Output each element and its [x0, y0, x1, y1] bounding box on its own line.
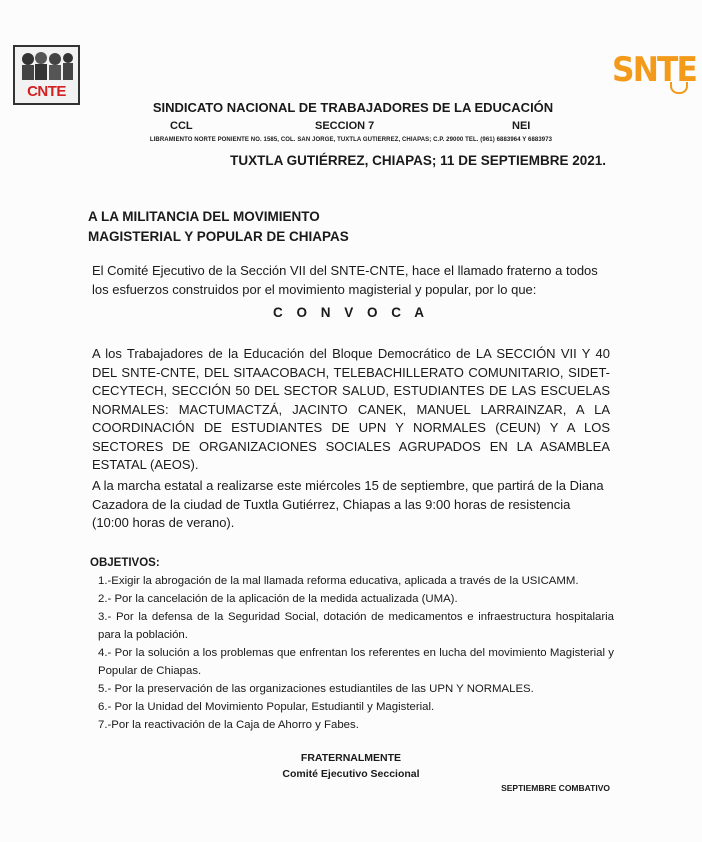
header-nei: NEI: [512, 120, 531, 132]
header-address: LIBRAMIENTO NORTE PONIENTE NO. 1585, COL. SAN JORGE, TUXTLA GUTIERREZ, CHIAPAS; C.P. 29000 TEL. (961) 6883964 Y 6883973: [149, 137, 553, 143]
union-title: SINDICATO NACIONAL DE TRABAJADORES DE LA EDUCACIÓN: [152, 100, 554, 115]
closing-fraternalmente: FRATERNALMENTE: [300, 752, 402, 764]
cnte-figures-icon: [19, 50, 75, 82]
objective-item: 6.- Por la Unidad del Movimiento Popular, Estudiantil y Magisterial.: [98, 701, 435, 713]
objective-item: 4.- Por la solución a los problemas que enfrentan los referentes en lucha del movimiento Magisterial y Popular de Chiapas.: [98, 647, 614, 677]
objective-item: 3.- Por la defensa de la Seguridad Social, dotación de medicamentos e infraestructura hospitalaria para la población.: [98, 611, 614, 641]
addressee-line-2: MAGISTERIAL Y POPULAR DE CHIAPAS: [88, 229, 349, 244]
snte-logo-text: SNTE: [612, 50, 697, 90]
snte-logo-mark: [670, 82, 688, 94]
addressee: [88, 207, 349, 247]
objective-item: 2.- Por la cancelación de la aplicación de la medida actualizada (UMA).: [98, 593, 458, 605]
closing-committee: Comité Ejecutivo Seccional: [282, 768, 420, 780]
convoca-heading: C O N V O C A: [272, 305, 429, 320]
objective-item: 7.-Por la reactivación de la Caja de Ahorro y Fabes.: [98, 719, 359, 731]
addressee-line-1: A LA MILITANCIA DEL MOVIMIENTO: [88, 209, 320, 224]
date-line: TUXTLA GUTIÉRREZ, CHIAPAS; 11 DE SEPTIEMBRE 2021.: [230, 153, 606, 168]
cnte-logo-text: CNTE: [27, 83, 66, 100]
objective-item: 1.-Exigir la abrogación de la mal llamada reforma educativa, aplicada a través de la USICAMM.: [98, 575, 579, 587]
objectives-list: [98, 572, 614, 734]
header-seccion: SECCION 7: [315, 120, 375, 132]
intro-paragraph: El Comité Ejecutivo de la Sección VII del SNTE-CNTE, hace el llamado fraterno a todos los esfuerzos construidos por el movimiento magisterial y popular, por lo que:: [92, 263, 598, 297]
paragraph-invitees: A los Trabajadores de la Educación del Bloque Democrático de LA SECCIÓN VII Y 40 DEL SNTE-CNTE, DEL SITAACOBACH, TELEBACHILLERATO COMUNITARIO, SIDET-CECYTECH, SECCIÓN 50 DEL SECTOR SALUD, ESTUDIANTES DE LAS ESCUELAS NORMALES: MACTUMACTZÁ, JACINTO CANEK, MANUEL LARRAINZAR, A LA COORDINACIÓN DE ESTUDIANTES DE UPN Y NORMALES (CEUN) Y A LOS SECTORES DE ORGANIZACIONES SOCIALES AGRUPADOS EN LA ASAMBLEA ESTATAL (AEOS).: [92, 346, 610, 472]
header-ccl: CCL: [170, 120, 193, 132]
cnte-logo: [13, 45, 80, 105]
paragraph-march: A la marcha estatal a realizarse este miércoles 15 de septiembre, que partirá de la Diana Cazadora de la ciudad de Tuxtla Gutiérrez, Chiapas a las 9:00 horas de resistencia (10:00 horas de verano).: [92, 478, 604, 530]
objectives-title: OBJETIVOS:: [90, 557, 160, 569]
objective-item: 5.- Por la preservación de las organizaciones estudiantiles de las UPN Y NORMALES.: [98, 683, 534, 695]
snte-logo: [612, 48, 697, 96]
closing-motto: SEPTIEMBRE COMBATIVO: [501, 783, 610, 793]
